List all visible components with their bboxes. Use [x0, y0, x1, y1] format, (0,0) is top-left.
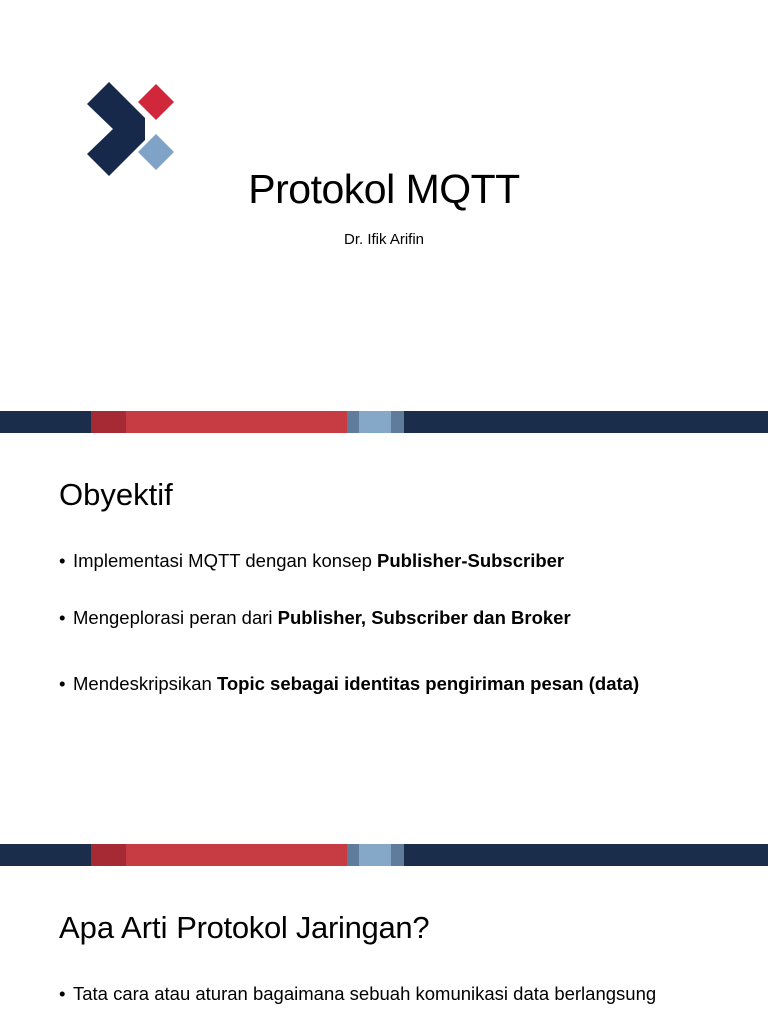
bullet-bold-text: Publisher-Subscriber [377, 550, 565, 571]
heading-prefix: Apa Arti [59, 910, 177, 945]
slide-divider [0, 844, 768, 866]
bullet-dot: • [59, 673, 66, 694]
bullet-bold-text: Topic sebagai identitas pengiriman pesan (data) [216, 673, 640, 694]
bullet-item [59, 673, 639, 695]
bullet-dot: • [59, 550, 66, 571]
title-slide [0, 0, 768, 411]
objectives-slide [0, 433, 768, 844]
heading-suffix: ? [412, 910, 430, 945]
bullet-text: Mengeplorasi peran dari [73, 607, 278, 628]
bullet-dot: • [59, 607, 66, 628]
divider-seg-steel [391, 844, 404, 866]
bullet-text: Implementasi MQTT dengan konsep [73, 550, 378, 571]
slide-heading: Obyektif [59, 477, 173, 512]
bullet-item [59, 550, 564, 572]
bullet-text: Tata cara atau aturan bagaimana sebuah komunikasi data berlangsung [73, 983, 657, 1004]
divider-seg-navy [0, 844, 91, 866]
bullet-text: Mendeskripsikan [73, 673, 217, 694]
network-protocol-slide [0, 866, 768, 1024]
logo-red-square [138, 84, 174, 120]
divider-seg-dark-red [91, 844, 126, 866]
logo-icon [86, 82, 176, 177]
divider-seg-navy [404, 411, 768, 433]
divider-seg-red [126, 844, 347, 866]
author-name: Dr. Ifik Arifin [343, 231, 425, 248]
divider-seg-navy [0, 411, 91, 433]
heading-emphasis: Protokol Jaringan [176, 910, 413, 945]
divider-seg-steel [347, 411, 359, 433]
divider-seg-steel [347, 844, 359, 866]
divider-seg-light-blue [359, 844, 391, 866]
bullet-item [59, 983, 656, 1005]
logo-chevron-shape [87, 82, 145, 176]
bullet-dot: • [59, 983, 66, 1004]
divider-seg-light-blue [359, 411, 391, 433]
slide-divider [0, 411, 768, 433]
divider-seg-red [126, 411, 347, 433]
slide-heading [59, 910, 430, 946]
presentation-title: Protokol MQTT [248, 166, 520, 212]
divider-seg-dark-red [91, 411, 126, 433]
divider-seg-navy [404, 844, 768, 866]
bullet-item [59, 607, 571, 629]
divider-seg-steel [391, 411, 404, 433]
bullet-bold-text: Publisher, Subscriber dan Broker [277, 607, 571, 628]
